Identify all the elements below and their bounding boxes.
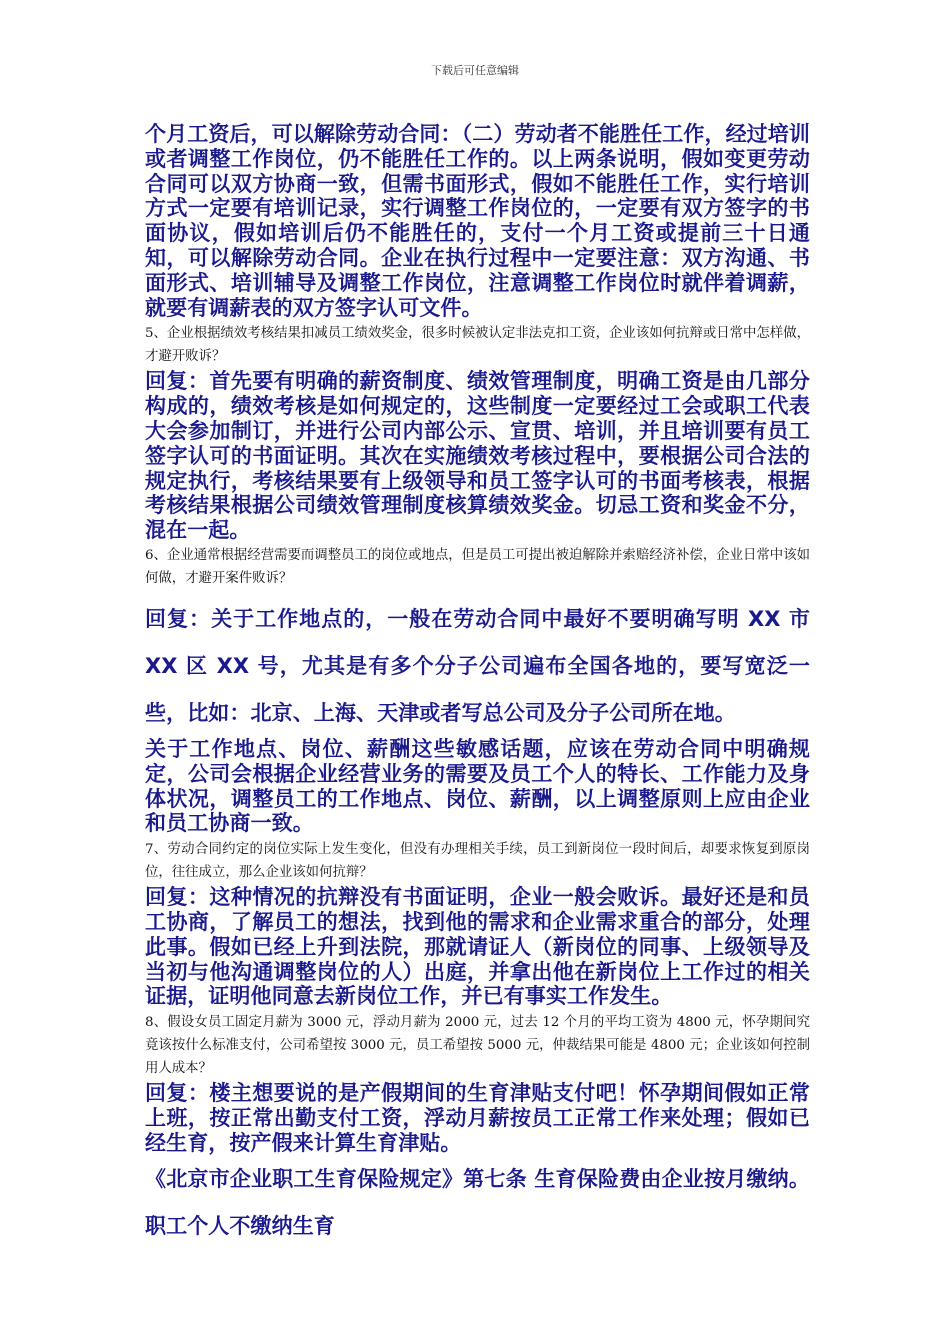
answer-8-continued: 《北京市企业职工生育保险规定》第七条 生育保险费由企业按月缴纳。职工个人不缴纳生育: [145, 1166, 810, 1238]
document-body: [145, 122, 810, 1250]
answer-7: 回复：这种情况的抗辩没有书面证明，企业一般会败诉。最好还是和员工协商，了解员工的想法，找到他的需求和企业需求重合的部分，处理此事。假如已经上升到法院，那就请证人（新岗位的同事、上级领导及当初与他沟通调整岗位的人）出庭，并拿出他在新岗位上工作过的相关证据，证明他同意去新岗位工作，并已有事实工作发生。: [145, 885, 810, 1009]
question-7: 7、劳动合同约定的岗位实际上发生变化，但没有办理相关手续，员工到新岗位一段时间后，却要求恢复到原岗位，往往成立，那么企业该如何抗辩？: [145, 842, 810, 881]
answer-paragraph: 个月工资后，可以解除劳动合同：（二）劳动者不能胜任工作，经过培训或者调整工作岗位，仍不能胜任工作的。以上两条说明，假如变更劳动合同可以双方协商一致，但需书面形式，假如不能胜任工作，实行培训方式一定要有培训记录，实行调整工作岗位的，一定要有双方签字的书面协议，假如培训后仍不能胜任的，支付一个月工资或提前三十日通知，可以解除劳动合同。企业在执行过程中一定要注意：双方沟通、书面形式、培训辅导及调整工作岗位，注意调整工作岗位时就伴着调薪，就要有调薪表的双方签字认可文件。: [145, 122, 810, 320]
question-6: 6、企业通常根据经营需要而调整员工的岗位或地点，但是员工可提出被迫解除并索赔经济补偿，企业日常中该如何做，才避开案件败诉？: [145, 547, 810, 586]
page-header: 下载后可任意编辑: [431, 64, 519, 77]
question-8: 8、假设女员工固定月薪为 3000 元，浮动月薪为 2000 元，过去 12 个月的平均工资为 4800 元，怀孕期间究竟该按什么标准支付，公司希望按 3000 元，员工希望按 5000 元，仲裁结果可能是 4800 元；企业该如何控制用人成本？: [145, 1015, 810, 1077]
answer-6-continued: 关于工作地点、岗位、薪酬这些敏感话题，应该在劳动合同中明确规定，公司会根据企业经营业务的需要及员工个人的特长、工作能力及身体状况，调整员工的工作地点、岗位、薪酬，以上调整原则上应由企业和员工协商一致。: [145, 736, 810, 836]
answer-6: 回复：关于工作地点的，一般在劳动合同中最好不要明确写明 XX 市 XX 区 XX 号，尤其是有多个分子公司遍布全国各地的，要写宽泛一些，比如：北京、上海、天津或者写总公司及分子公司所在地。: [145, 606, 810, 725]
answer-8: 回复：楼主想要说的是产假期间的生育津贴支付吧！怀孕期间假如正常上班，按正常出勤支付工资，浮动月薪按员工正常工作来处理；假如已经生育，按产假来计算生育津贴。: [145, 1081, 810, 1155]
answer-5: 回复：首先要有明确的薪资制度、绩效管理制度，明确工资是由几部分构成的，绩效考核是如何规定的，这些制度一定要经过工会或职工代表大会参加制订，并进行公司内部公示、宣贯、培训，并且培训要有员工签字认可的书面证明。其次在实施绩效考核过程中，要根据公司合法的规定执行，考核结果要有上级领导和员工签字认可的书面考核表，根据考核结果根据公司绩效管理制度核算绩效奖金。切忌工资和奖金不分，混在一起。: [145, 369, 810, 543]
question-5: 5、企业根据绩效考核结果扣减员工绩效奖金，很多时候被认定非法克扣工资，企业该如何抗辩或日常中怎样做，才避开败诉？: [145, 326, 810, 365]
